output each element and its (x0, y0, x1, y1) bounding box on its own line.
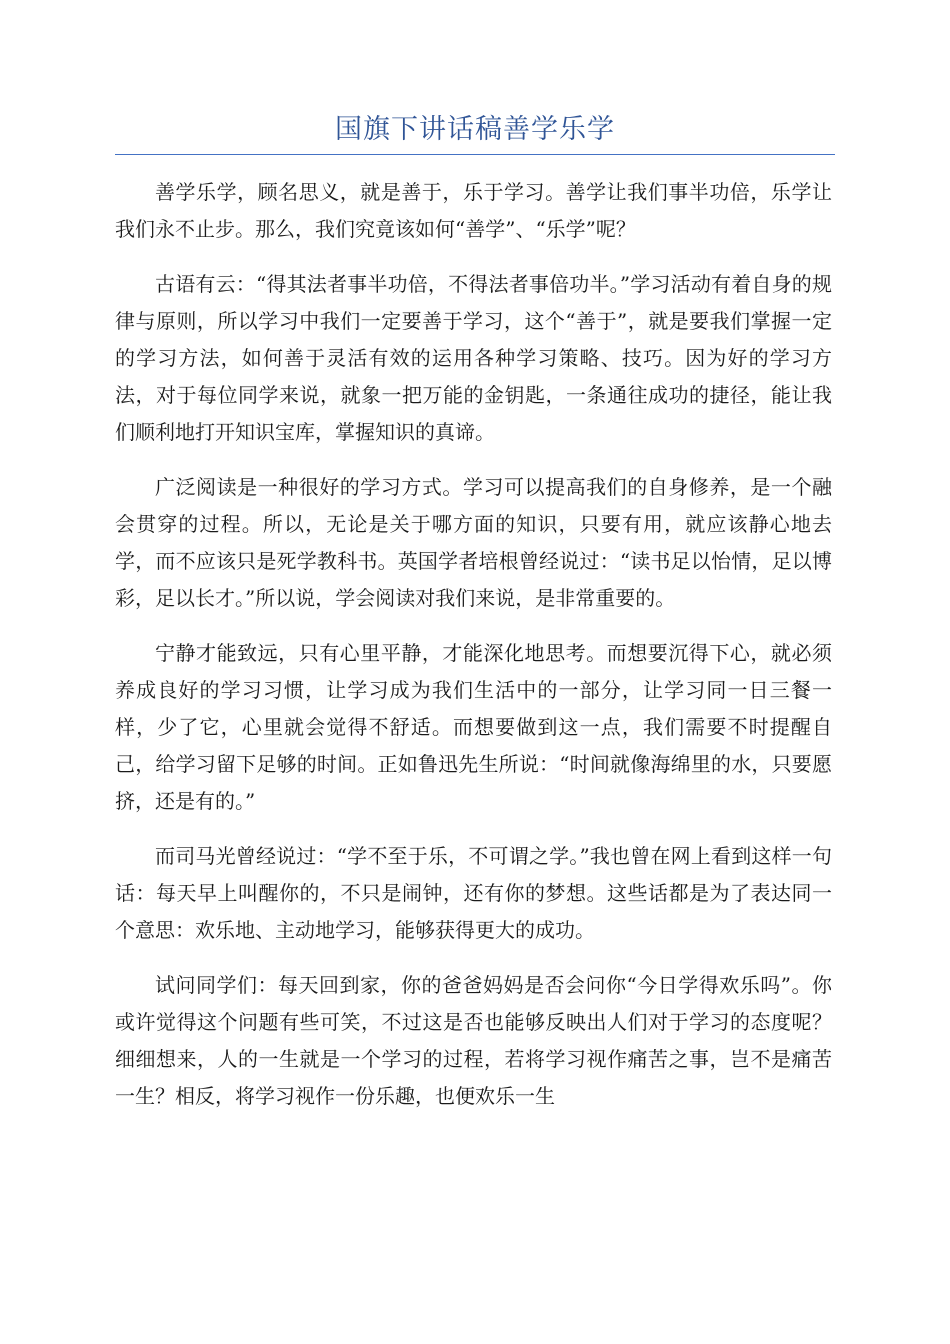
paragraph-4: 宁静才能致远，只有心里平静，才能深化地思考。而想要沉得下心，就必须养成良好的学习习惯，让学习成为我们生活中的一部分，让学习同一日三餐一样，少了它，心里就会觉得不舒适。而想要做到这一点，我们需要不时提醒自己，给学习留下足够的时间。正如鲁迅先生所说：“时间就像海绵里的水，只要愿挤，还是有的。” (115, 641, 832, 813)
document-title: 国旗下讲话稿善学乐学 (335, 114, 615, 145)
paragraph-3: 广泛阅读是一种很好的学习方式。学习可以提高我们的自身修养，是一个融会贯穿的过程。所以，无论是关于哪方面的知识，只要有用，就应该静心地去学，而不应该只是死学教科书。英国学者培根曾经说过：“读书足以怡情，足以博彩，足以长才。”所以说，学会阅读对我们来说，是非常重要的。 (115, 475, 832, 610)
title-underline (115, 154, 835, 155)
document-body (115, 174, 832, 1133)
paragraph-6: 试问同学们：每天回到家，你的爸爸妈妈是否会问你“今日学得欢乐吗”。你或许觉得这个问题有些可笑，不过这是否也能够反映出人们对于学习的态度呢？细细想来，人的一生就是一个学习的过程，若将学习视作痛苦之事，岂不是痛苦一生？相反，将学习视作一份乐趣，也便欢乐一生 (115, 973, 832, 1108)
paragraph-5: 而司马光曾经说过：“学不至于乐，不可谓之学。”我也曾在网上看到这样一句话：每天早上叫醒你的，不只是闹钟，还有你的梦想。这些话都是为了表达同一个意思：欢乐地、主动地学习，能够获得更大的成功。 (115, 844, 832, 942)
paragraph-2: 古语有云：“得其法者事半功倍，不得法者事倍功半。”学习活动有着自身的规律与原则，所以学习中我们一定要善于学习，这个“善于”，就是要我们掌握一定的学习方法，如何善于灵活有效的运用各种学习策略、技巧。因为好的学习方法，对于每位同学来说，就象一把万能的金钥匙，一条通往成功的捷径，能让我们顺利地打开知识宝库，掌握知识的真谛。 (115, 272, 832, 444)
paragraph-1: 善学乐学，顾名思义，就是善于，乐于学习。善学让我们事半功倍，乐学让我们永不止步。那么，我们究竟该如何“善学”、“乐学”呢？ (115, 180, 832, 241)
